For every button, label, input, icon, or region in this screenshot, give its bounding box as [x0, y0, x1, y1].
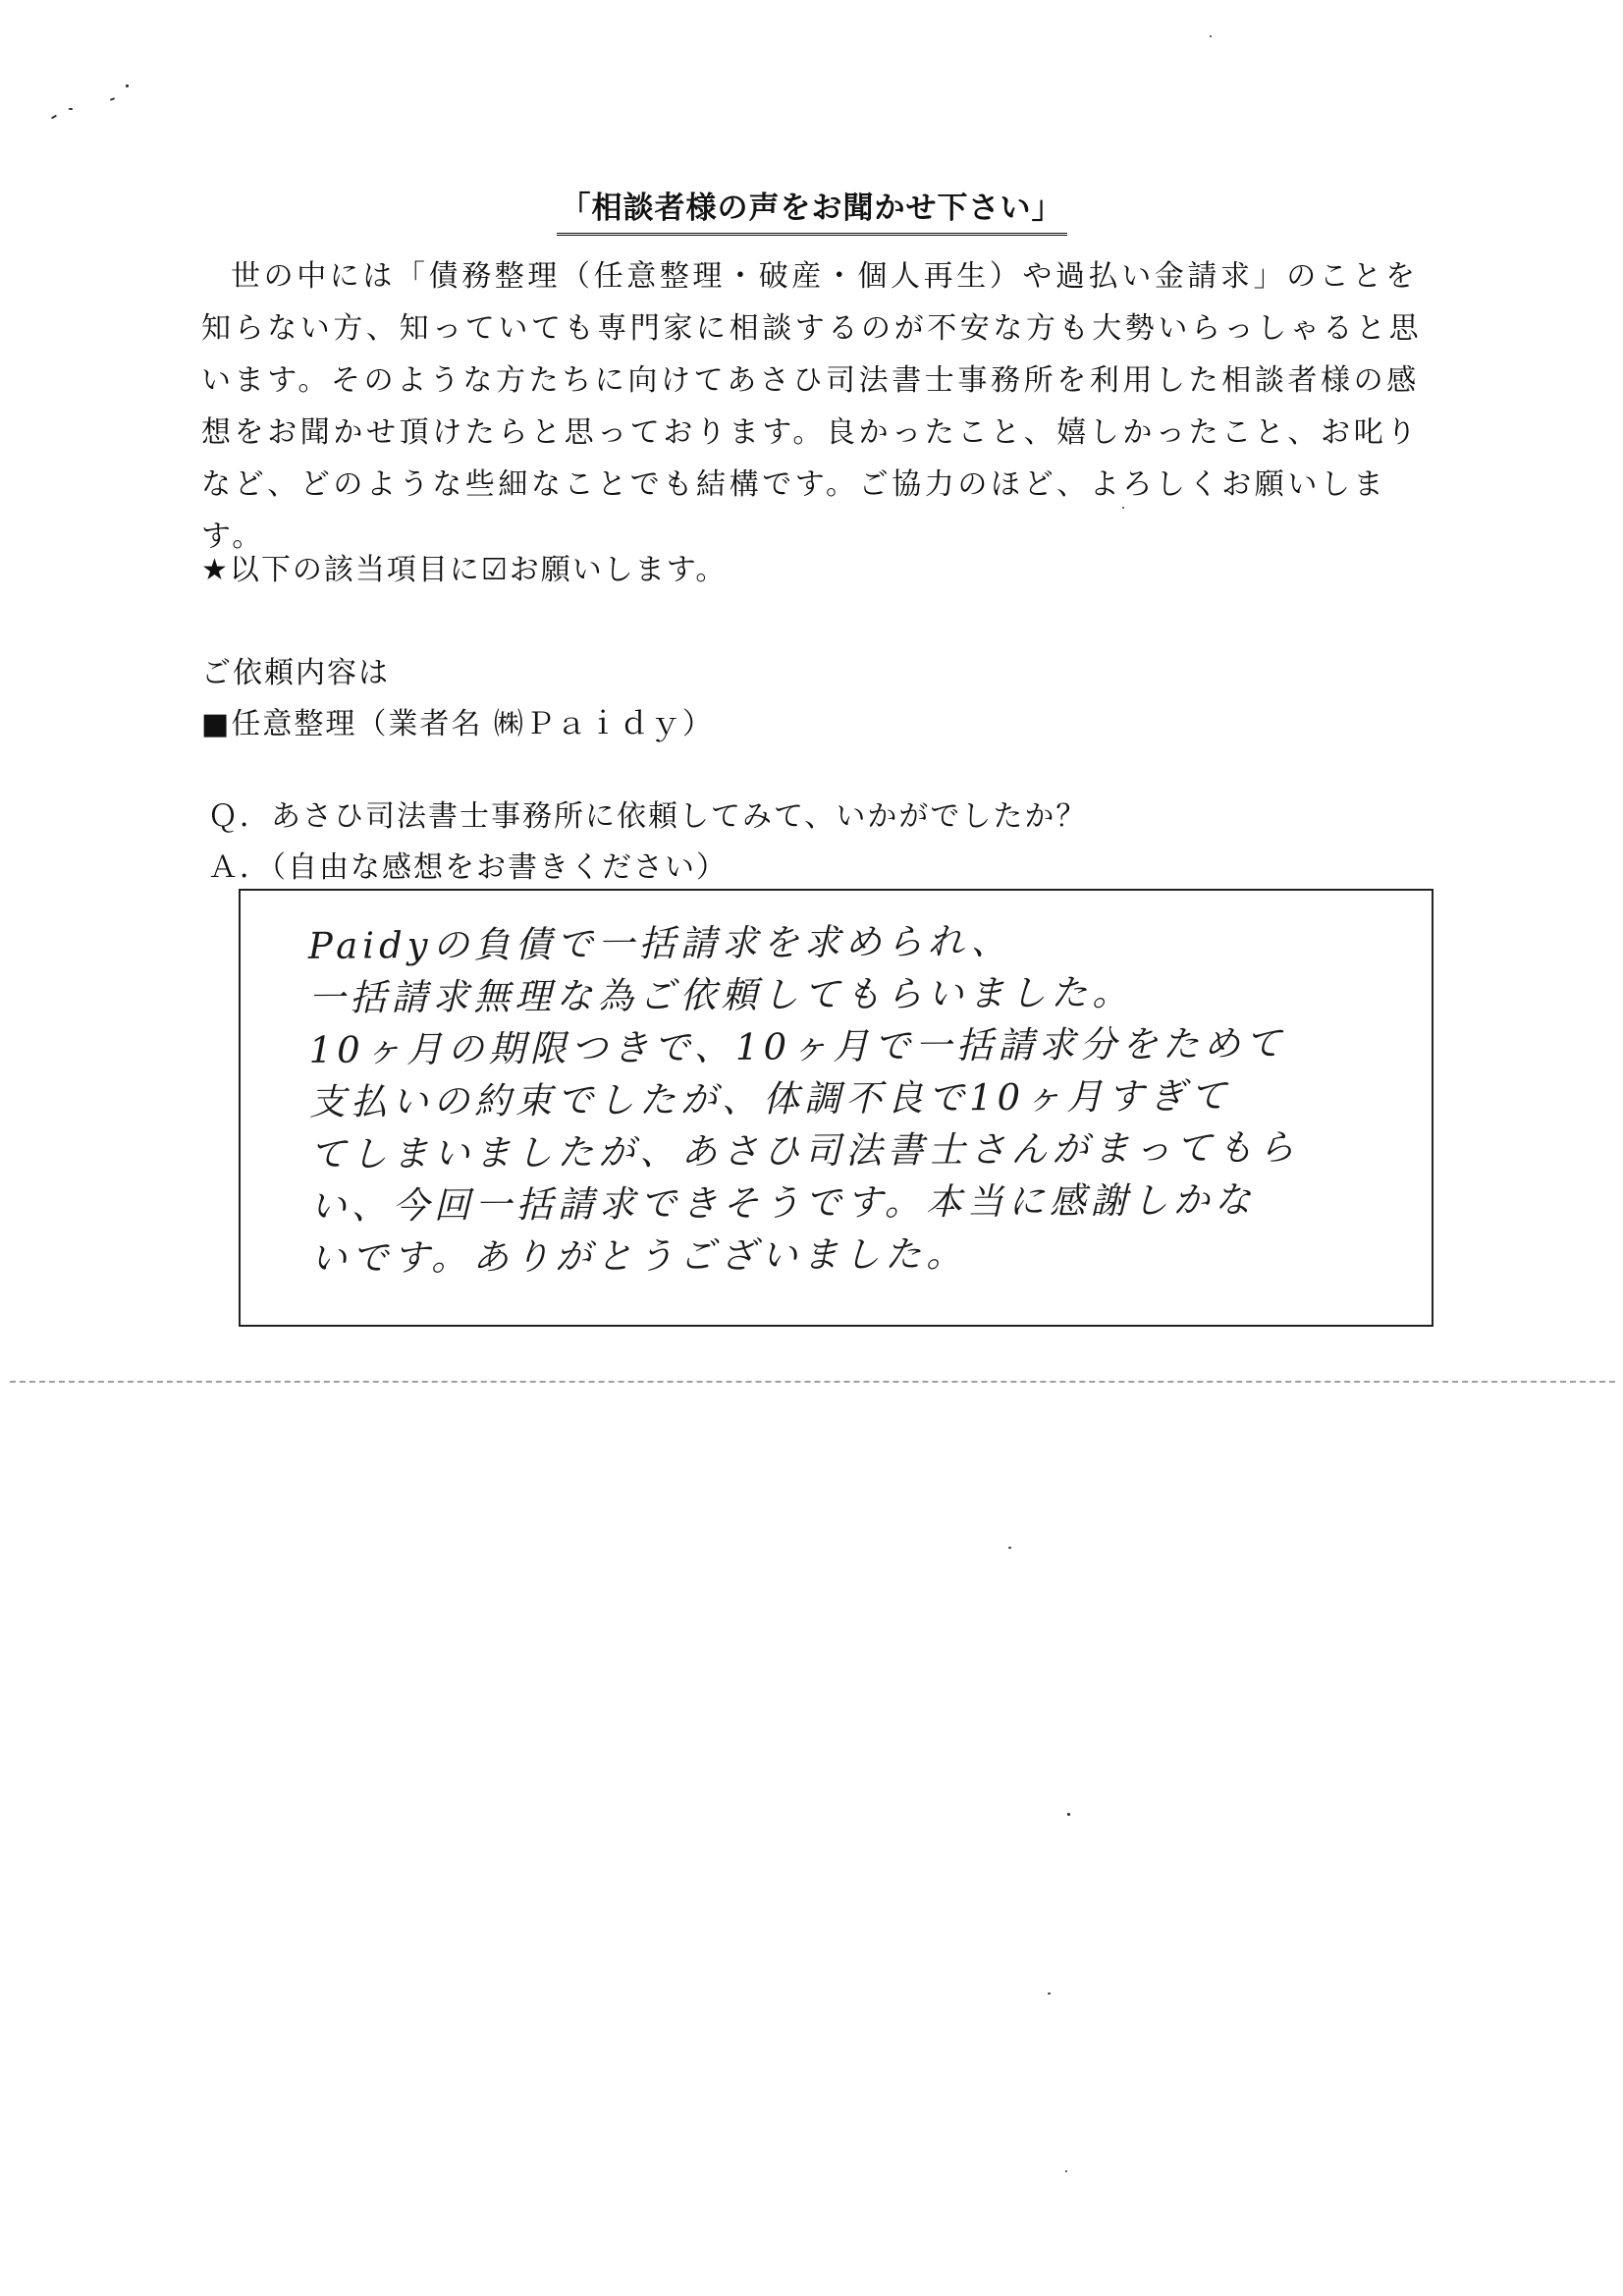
page-title — [0, 183, 1623, 236]
answer-line: 一括請求無理な為ご依頼してもらいました。 — [308, 971, 1134, 1019]
instruction-text: ★以下の該当項目に☑お願いします。 — [201, 553, 728, 587]
scan-fold-line — [10, 1381, 1615, 1383]
scan-speck — [110, 97, 115, 101]
scan-speck — [1008, 1547, 1011, 1549]
request-heading: ご依頼内容は — [201, 656, 390, 690]
answer-line: てしまいましたが、あさひ司法書士さんがまってもら — [309, 1125, 1300, 1175]
answer-box — [239, 889, 1434, 1327]
scan-speck — [1065, 2170, 1067, 2172]
page-title-text: 「相談者様の声をお聞かせ下さい」 — [557, 183, 1067, 236]
answer-line: Paidyの負債で一括請求を求められ、 — [307, 919, 1012, 967]
scan-speck — [1067, 1813, 1070, 1816]
intro-paragraph: 世の中には「債務整理（任意整理・破産・個人再生）や過払い金請求」のことを知らない方、知っていても専門家に相談するのが不安な方も大勢いらっしゃると思います。そのような方たちに向けてあさひ司法書士事務所を利用した相談者様の感想をお聞かせ頂けたらと思っております。良かったこと、嬉しかったこと、お叱りなど、どのような些細なことでも結構です。ご協力のほど、よろしくお願いします。 — [201, 259, 1423, 554]
request-item: ■任意整理（業者名 ㈱Ｐａｉｄｙ） — [201, 707, 714, 741]
handwritten-answer — [308, 912, 1411, 1285]
scan-speck — [126, 84, 129, 87]
answer-line: 10ヶ月の期限つきで、10ヶ月で一括請求分をためて — [308, 1021, 1287, 1071]
scan-speck — [69, 108, 73, 110]
scan-speck — [1210, 35, 1212, 37]
answer-line: い、今回一括請求できそうです。本当に感謝しかな — [309, 1178, 1256, 1228]
scan-speck — [51, 115, 57, 120]
answer-line: いです。ありがとうございました。 — [309, 1232, 968, 1280]
question-text: Ｑ．あさひ司法書士事務所に依頼してみて、いかがでしたか？ — [208, 799, 1088, 834]
answer-line: 支払いの約束でしたが、体調不良で10ヶ月すぎて — [308, 1074, 1232, 1123]
answer-label: Ａ．（自由な感想をお書きください） — [208, 850, 728, 885]
scan-speck — [1122, 507, 1124, 509]
scan-speck — [1048, 1993, 1051, 1995]
